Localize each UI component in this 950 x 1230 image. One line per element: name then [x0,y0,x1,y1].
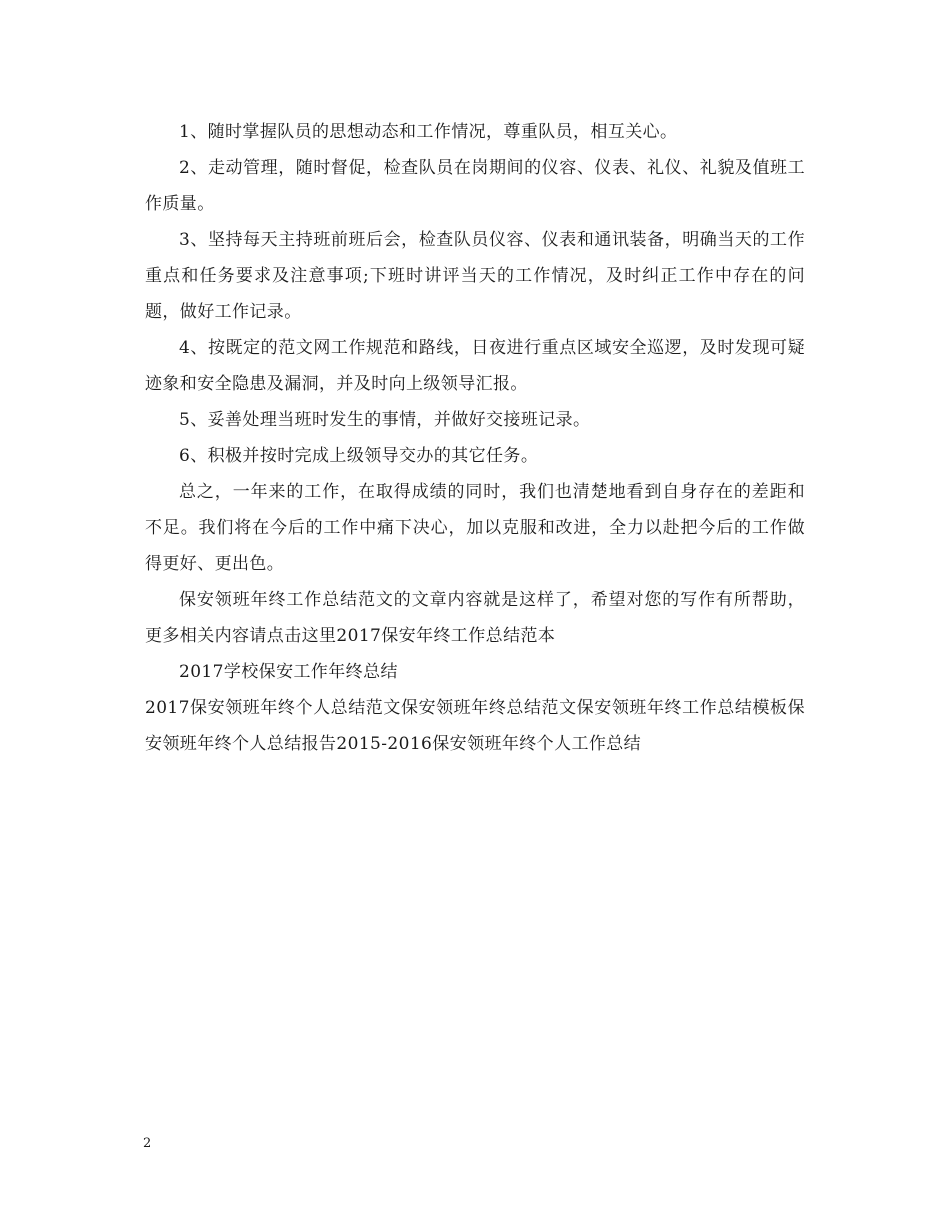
paragraph-duty-3: 3、坚持每天主持班前班后会，检查队员仪容、仪表和通讯装备，明确当天的工作重点和任务要求及注意事项;下班时讲评当天的工作情况，及时纠正工作中存在的问题，做好工作记录。 [145,230,805,322]
paragraph-related-title: 2017学校保安工作年终总结 [179,662,398,682]
paragraph-conclusion: 总之，一年来的工作，在取得成绩的同时，我们也清楚地看到自身存在的差距和不足。我们将在今后的工作中痛下决心，加以克服和改进，全力以赴把今后的工作做得更好、更出色。 [145,482,805,574]
paragraph-duty-5: 5、妥善处理当班时发生的事情，并做好交接班记录。 [179,410,591,430]
paragraph-closing-note: 保安领班年终工作总结范文的文章内容就是这样了，希望对您的写作有所帮助，更多相关内容请点击这里2017保安年终工作总结范本 [145,590,805,646]
paragraph-duty-6: 6、积极并按时完成上级领导交办的其它任务。 [179,446,539,466]
related-links-text: 2017保安领班年终个人总结范文保安领班年终总结范文保安领班年终工作总结模板保安领班年终个人总结报告2015-2016保安领班年终个人工作总结 [145,698,805,754]
paragraph-duty-1: 1、随时掌握队员的思想动态和工作情况，尊重队员，相互关心。 [179,122,678,142]
paragraph-duty-4: 4、按既定的范文网工作规范和路线，日夜进行重点区域安全巡逻，及时发现可疑迹象和安全隐患及漏洞，并及时向上级领导汇报。 [145,338,805,394]
document-body [145,114,805,762]
page-number: 2 [143,1136,152,1151]
paragraph-duty-2: 2、走动管理，随时督促，检查队员在岗期间的仪容、仪表、礼仪、礼貌及值班工作质量。 [145,158,805,214]
